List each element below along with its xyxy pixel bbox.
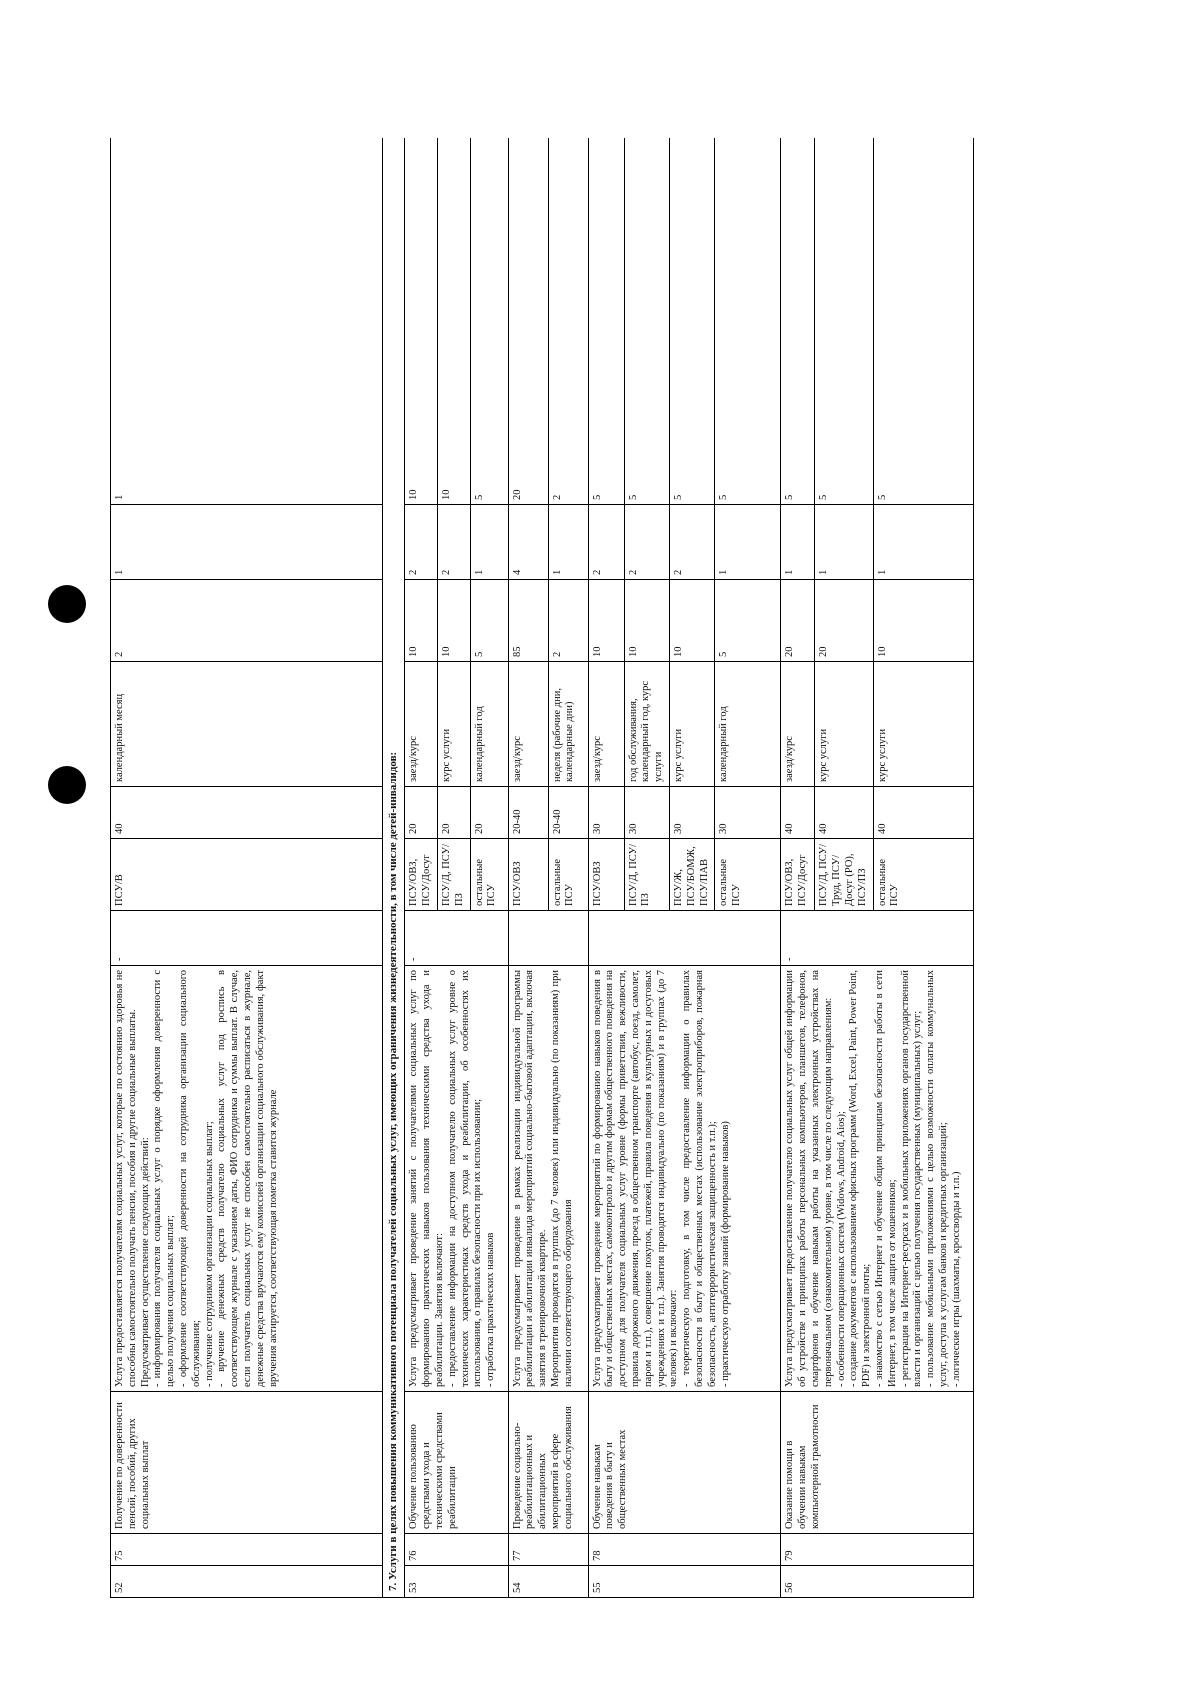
description-line: - предоставление информации на доступном получателю социальных услуг уровне о технических характеристиках средств ухода и реабилитации, об особенностях их использования, о правилах безопасности при их использовании; [446,970,484,1387]
services-table-container [110,138,1075,1598]
recipient-category: ПСУ/ОВЗ [508,839,548,911]
service-description [508,966,588,1392]
row-number: 53 [405,1566,508,1598]
punch-hole [48,585,86,623]
frequency: 4 [508,505,548,580]
description-line: - получение сотрудником организации социальных выплат; [203,1121,215,1387]
period-unit: календарный месяц [111,662,383,787]
total: 5 [470,138,508,505]
frequency: 1 [548,505,588,580]
description-line: Услуга предоставляется получателям социальных услуг, которые по состоянию здоровья не способны самостоятельно получать пенсии, пособия и другие социальные выплаты. [114,970,138,1387]
recipient-category: ПСУ/ОВЗ, ПСУ/Досуг [781,839,815,911]
row-number: 52 [111,1566,383,1598]
recipient-category: ПСУ/Д, ПСУ/ПЗ [624,839,669,911]
frequency: 1 [781,505,815,580]
service-description [111,966,383,1392]
service-description [781,966,973,1392]
total: 20 [508,138,548,505]
table-row [508,138,548,1598]
description-line: - теоретическую подготовку, в том числе предоставление информации о правилах безопасности в быту и общественных местах (использование электроприборов, пожарная безопасность, антитеррористическая защищенность и т.п.); [681,970,718,1387]
duration: 20 [438,787,471,839]
frequency: 2 [588,505,624,580]
recipient-category: остальные ПСУ [548,839,588,911]
service-code: 78 [588,1534,781,1566]
duration: 30 [715,787,781,839]
period-unit: заезд/курс [405,662,438,787]
description-line: - особенности операционных систем (Widows, Android, Aios); [835,1111,847,1387]
duration: 30 [669,787,714,839]
row-number: 54 [508,1566,588,1598]
period-unit: курс услуги [669,662,714,787]
dash-cell: - [405,911,508,966]
dash-cell: - [781,911,973,966]
period-unit: год обслуживания, календарный год, курс услуги [624,662,669,787]
description-line: - пользование мобильными приложениями с целью возможности оплаты коммунальных услуг, доступа к услугам банков и кредитных организаций; [925,970,949,1387]
total: 5 [624,138,669,505]
quantity: 2 [548,580,588,662]
description-line: Услуга предусматривает предоставление получателю социальных услуг общей информации об устройстве и принципах работы персональных компьютеров, планшетов, телефонов, смартфонов и обучение навыкам работы на указанных электронных устройствах на первоначальном (ознакомительном) уровне, в том числе по следующим направлениям: [784,970,834,1387]
quantity: 10 [873,580,973,662]
duration: 20-40 [508,787,548,839]
table-row [111,138,383,1598]
period-unit: календарный год [715,662,781,787]
quantity: 10 [624,580,669,662]
dash-cell [588,911,781,966]
period-unit: курс услуги [815,662,873,787]
description-line: - оформление соответствующей доверенности на сотрудника организации социального обслуживания; [177,970,202,1387]
recipient-category: ПСУ/В [111,839,383,911]
frequency: 1 [815,505,873,580]
service-name: Обучение пользованию средствами ухода и техническими средствами реабилитации [405,1392,508,1534]
total: 5 [873,138,973,505]
row-number: 55 [588,1566,781,1598]
section-header-row [383,138,405,1598]
frequency: 1 [873,505,973,580]
duration: 20 [470,787,508,839]
quantity: 20 [815,580,873,662]
quantity: 10 [669,580,714,662]
recipient-category: ПСУ/ОВЗ [588,839,624,911]
description-line: - создание документов с использованием офисных программ (Word, Excel, Paint, Power Point, PDF) и электронной почты; [848,970,873,1387]
duration: 20 [405,787,438,839]
description-line: - информирования получателя социальных услуг о порядке оформления доверенности с целью получения социальных выплат; [152,970,177,1387]
recipient-category: ПСУ/Ж, ПСУ/БОМЖ, ПСУ/ПАВ [669,839,714,911]
quantity: 10 [588,580,624,662]
duration: 40 [873,787,973,839]
row-number: 56 [781,1566,973,1598]
description-line: Мероприятия проводятся в группах (до 7 человек) или индивидуально (по показаниям) при наличии соответствующего оборудования [549,970,574,1387]
period-unit: заезд/курс [588,662,624,787]
total: 5 [669,138,714,505]
table-row [405,138,438,1598]
frequency: 1 [715,505,781,580]
service-code: 77 [508,1534,588,1566]
period-unit: курс услуги [873,662,973,787]
frequency: 2 [669,505,714,580]
table-row [781,138,815,1598]
service-description [588,966,781,1392]
section-title: 7. Услуги в целях повышения коммуникативного потенциала получателей социальных услуг, имеющих ограничения жизнедеятельности, в том числе детей-инвалидов: [383,138,405,1598]
service-code: 76 [405,1534,508,1566]
quantity: 2 [111,580,383,662]
service-name: Проведение социально-реабилитационных и абилитационных мероприятий в сфере социального обслуживания [508,1392,588,1534]
quantity: 5 [470,580,508,662]
service-code: 75 [111,1534,383,1566]
duration: 20-40 [548,787,588,839]
rotated-page [110,138,1075,1598]
duration: 30 [588,787,624,839]
frequency: 1 [111,505,383,580]
description-line: Услуга предусматривает проведение в рамках реализации индивидуальной программы реабилитации и абилитации инвалида мероприятий социально-бытовой адаптации, включая занятия в тренировочной квартире. [511,970,549,1387]
description-line: Услуга предусматривает проведение мероприятий по формированию навыков поведения в быту и общественных местах, самоконтролю и другим формам общественного поведения на доступном для получателя социальных услуг уровне (формы приветствия, вежливости, правила дорожного движения, проезд в общественном транспорте (автобус, поезд, самолет, паром и т.п.), совершение покупок, платежей, правила поведения в культурных и досуговых учреждениях и т.п.). Занятия проводятся индивидуально (по показаниям) и в группах (до 7 человек) и включают: [591,970,680,1387]
quantity: 10 [438,580,471,662]
quantity: 5 [715,580,781,662]
total: 5 [588,138,624,505]
period-unit: календарный год [470,662,508,787]
description-line: - практическую отработку знаний (формирование навыков) [719,1121,731,1387]
service-code: 79 [781,1534,973,1566]
service-name: Получение по доверенности пенсий, пособий, других социальных выплат [111,1392,383,1534]
recipient-category: остальные ПСУ [470,839,508,911]
description-line: Предусматривает осуществление следующих действий: [139,1137,151,1387]
dash-cell [508,911,588,966]
total: 10 [405,138,438,505]
recipient-category: ПСУ/ОВЗ, ПСУ/Досуг [405,839,438,911]
quantity: 10 [405,580,438,662]
table-row [588,138,624,1598]
period-unit: курс услуги [438,662,471,787]
recipient-category: остальные ПСУ [715,839,781,911]
total: 10 [438,138,471,505]
frequency: 1 [470,505,508,580]
description-line: - логические игры (шахматы, кроссворды и т.п.) [950,1171,962,1387]
service-name: Обучение навыкам поведения в быту и общественных местах [588,1392,781,1534]
duration: 40 [781,787,815,839]
service-name: Оказание помощи в обучении навыкам компьютерной грамотности [781,1392,973,1534]
period-unit: неделя (рабочие дни, календарные дни) [548,662,588,787]
period-unit: заезд/курс [508,662,548,787]
duration: 40 [815,787,873,839]
dash-cell: - [111,911,383,966]
total: 5 [815,138,873,505]
duration: 40 [111,787,383,839]
quantity: 85 [508,580,548,662]
description-line: - отработка практических навыков [485,1232,497,1387]
total: 2 [548,138,588,505]
services-table [110,138,974,1598]
period-unit: заезд/курс [781,662,815,787]
frequency: 2 [405,505,438,580]
quantity: 20 [781,580,815,662]
total: 5 [781,138,815,505]
description-line: Услуга предусматривает проведение занятий с получателями социальных услуг по формированию практических навыков пользования техническими средства ухода и реабилитации. Занятия включают: [408,970,445,1387]
punch-hole [48,766,86,804]
description-line: - вручение денежных средств получателю социальных услуг под роспись в соответствующем журнале с указанием даты, ФИО сотрудника и суммы выплат. В случае, если получатель социальных услуг не способен самостоятельно расписаться в журнале, денежные средства вручаются ему комиссией организации социального обслуживания, факт вручения актируется, соответствующая пометка ставится журнале [216,970,279,1387]
frequency: 2 [438,505,471,580]
duration: 30 [624,787,669,839]
recipient-category: остальные ПСУ [873,839,973,911]
service-description [405,966,508,1392]
frequency: 2 [624,505,669,580]
total: 5 [715,138,781,505]
description-line: - регистрация на Интернет-ресурсах и в мобильных приложениях органов государственной власти и организаций с целью получения государственных (муниципальных) услуг; [899,970,924,1387]
recipient-category: ПСУ/Д, ПСУ/ПЗ [438,839,471,911]
description-line: - знакомство с сетью Интернет и обучение общим принципам безопасности работы в сети Интернет, в том числе защита от мошенников; [873,970,898,1387]
recipient-category: ПСУ/Д, ПСУ/Труд, ПСУ/Досуг (РО), ПСУ/ПЗ [815,839,873,911]
total: 1 [111,138,383,505]
